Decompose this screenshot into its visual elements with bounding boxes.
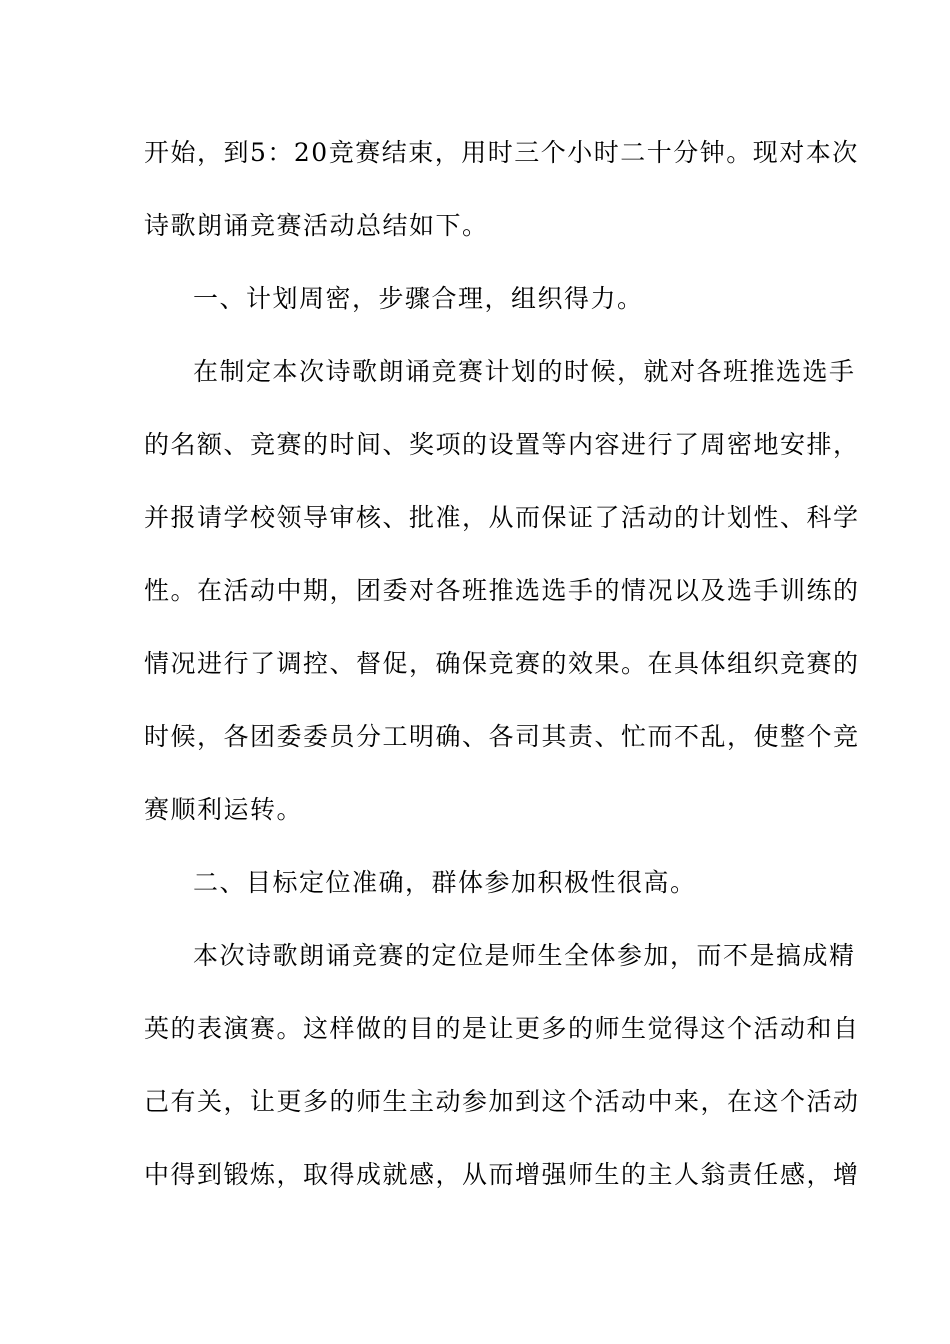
text-line: 时候，各团委委员分工明确、各司其责、忙而不乱，使整个竞 [144, 722, 860, 751]
body-text [144, 131, 860, 1226]
text-line: 性。在活动中期，团委对各班推选选手的情况以及选手训练的 [144, 576, 860, 605]
text-line: 诗歌朗诵竞赛活动总结如下。 [144, 211, 489, 240]
section-heading-2: 二、目标定位准确，群体参加积极性很高。 [193, 868, 697, 897]
text-line: 情况进行了调控、督促，确保竞赛的效果。在具体组织竞赛的 [144, 649, 860, 678]
text-line: 在制定本次诗歌朗诵竞赛计划的时候，就对各班推选选手 [193, 357, 856, 386]
text-line: 本次诗歌朗诵竞赛的定位是师生全体参加，而不是搞成精 [193, 941, 856, 970]
text-line: 己有关，让更多的师生主动参加到这个活动中来，在这个活动 [144, 1087, 860, 1116]
text-line: 并报请学校领导审核、批准，从而保证了活动的计划性、科学 [144, 503, 860, 532]
text-line: 英的表演赛。这样做的目的是让更多的师生觉得这个活动和自 [144, 1014, 860, 1043]
text-line: 的名额、竞赛的时间、奖项的设置等内容进行了周密地安排， [144, 430, 860, 459]
section-heading-1: 一、计划周密，步骤合理，组织得力。 [193, 284, 644, 313]
text-line: 开始，到5：20竞赛结束，用时三个小时二十分钟。现对本次 [144, 138, 859, 167]
text-line: 中得到锻炼，取得成就感，从而增强师生的主人翁责任感，增 [144, 1160, 860, 1189]
text-line: 赛顺利运转。 [144, 795, 304, 824]
